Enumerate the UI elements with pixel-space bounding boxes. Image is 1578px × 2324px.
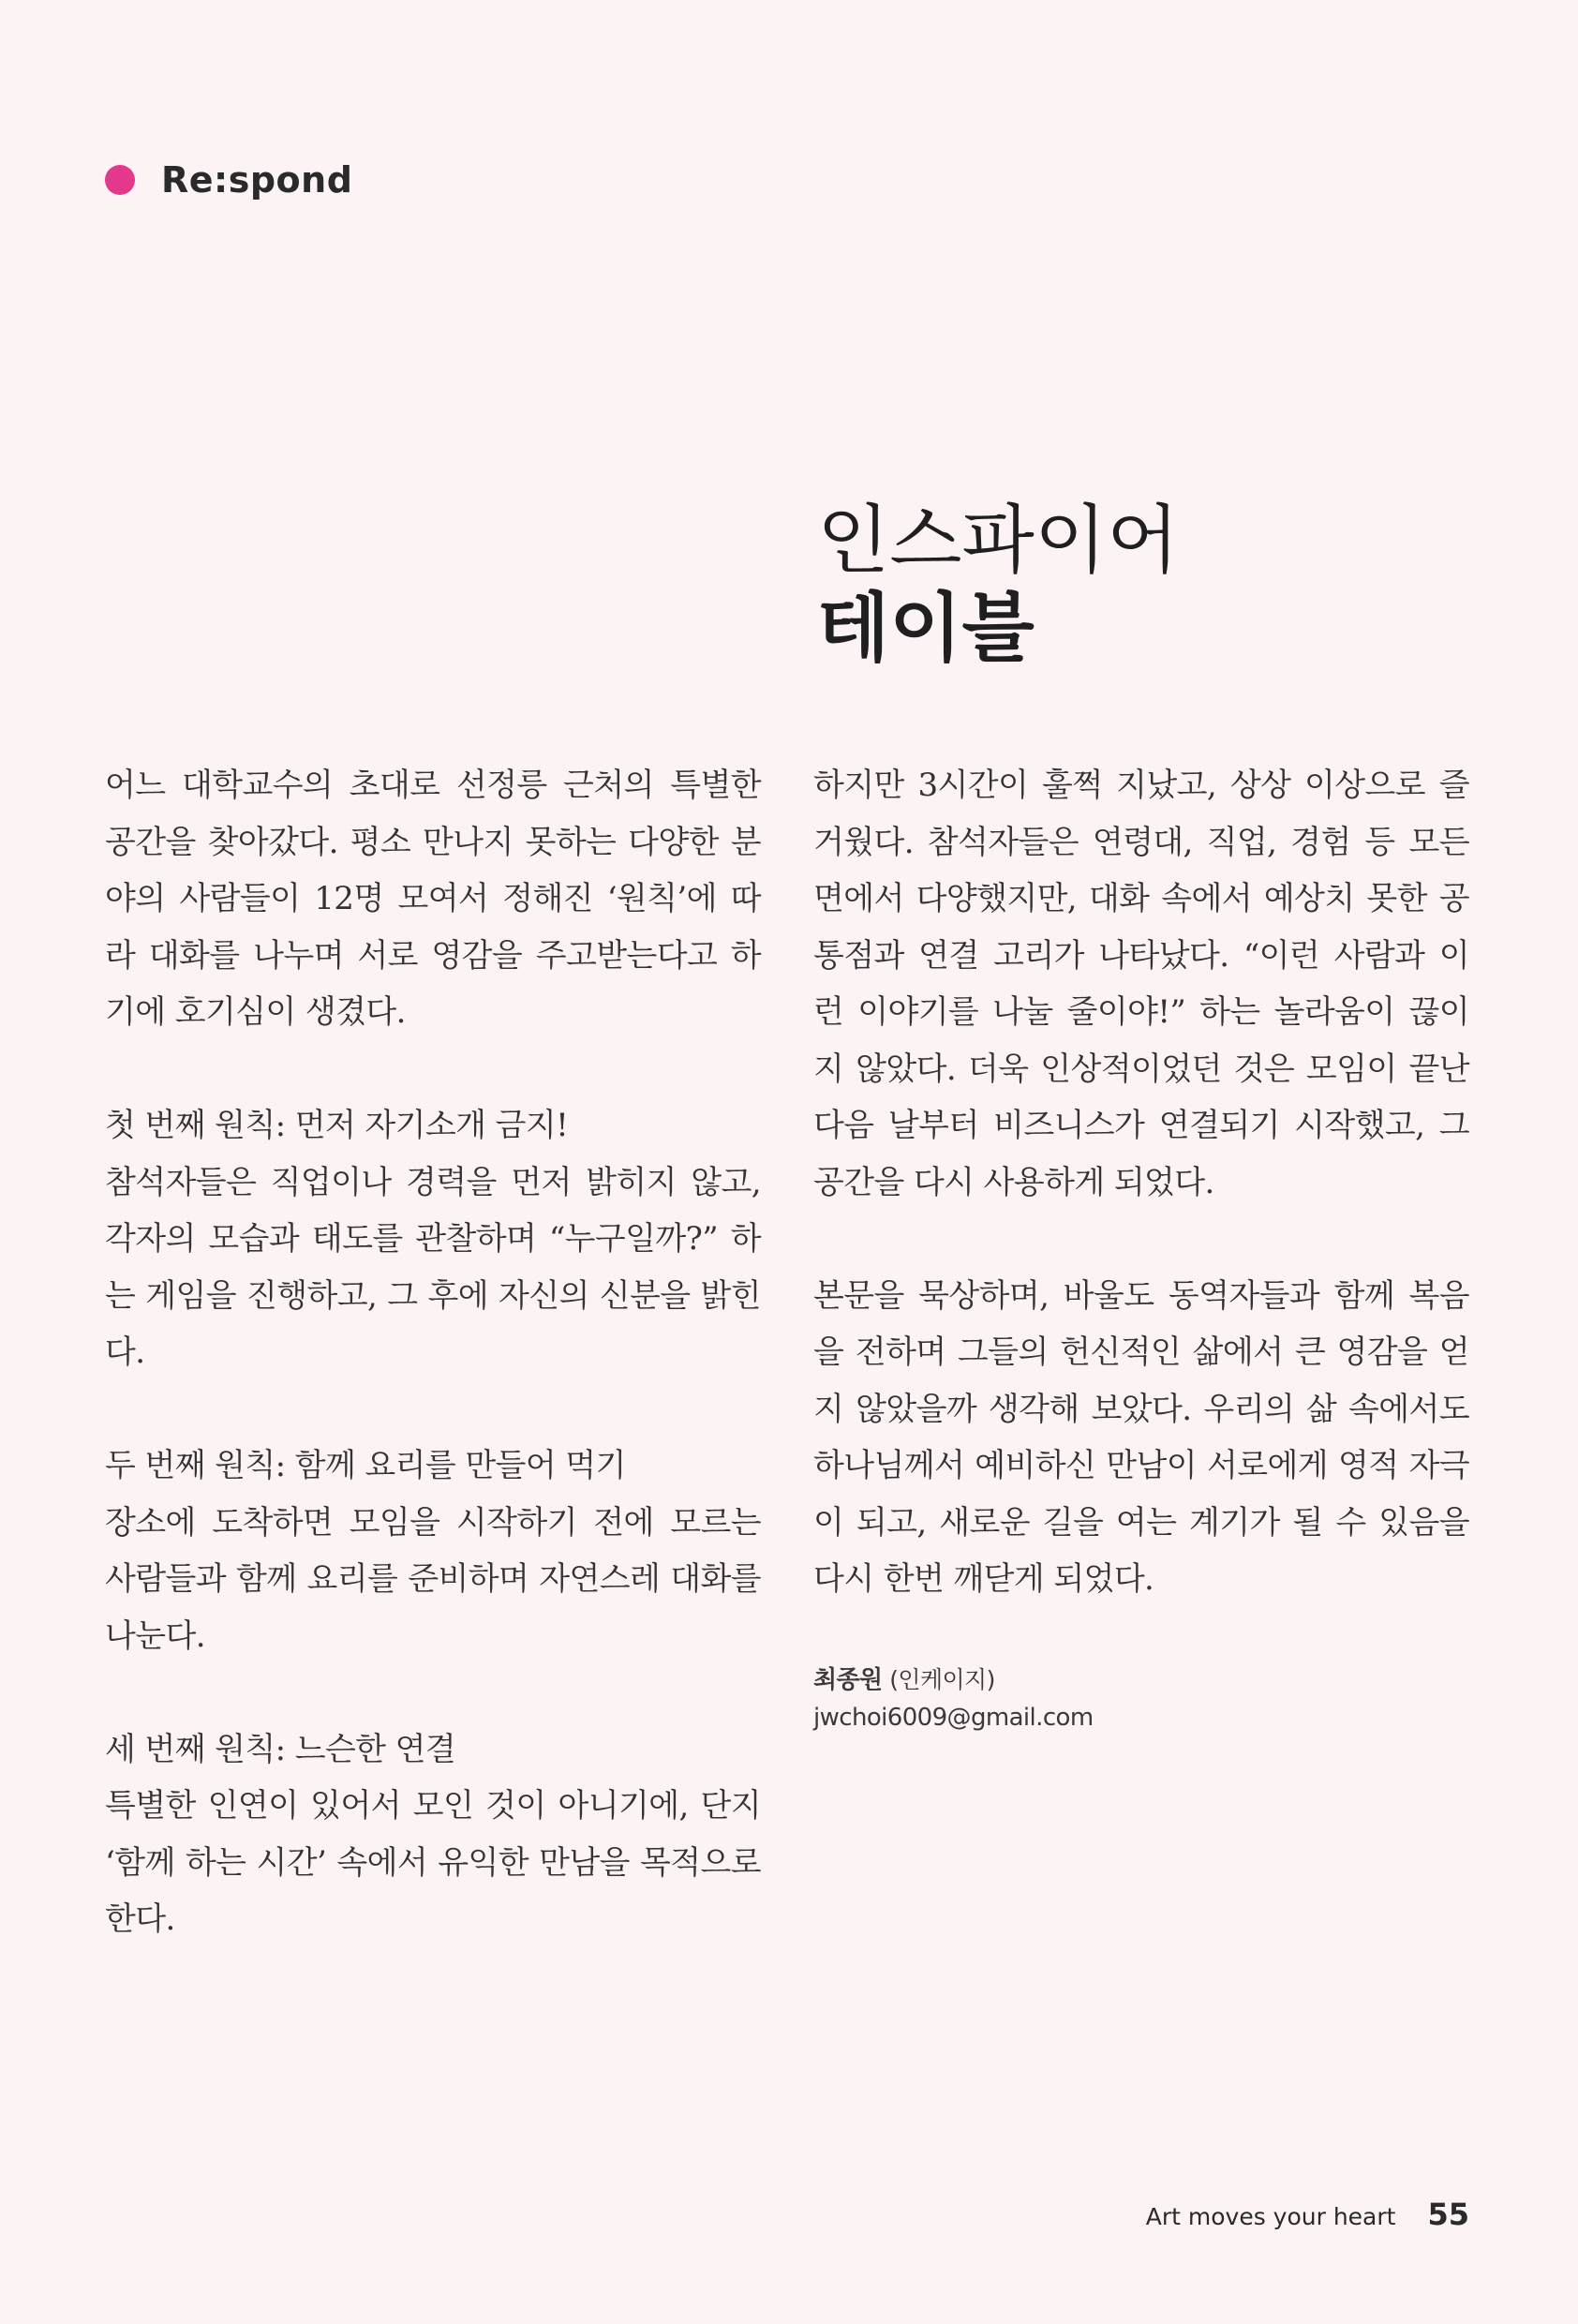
principle-heading: 두 번째 원칙: 함께 요리를 만들어 먹기	[105, 1447, 626, 1484]
principle-heading: 세 번째 원칙: 느슨한 연결	[105, 1730, 456, 1768]
paragraph: 본문을 묵상하며, 바울도 동역자들과 함께 복음을 전하며 그들의 헌신적인 삶에서 큰 영감을 얻지 않았을까 생각해 보았다. 우리의 삶 속에서도 하나님께서 예비하신 만남이 서로에게 영적 자극이 되고, 새로운 길을 여는 계기가 될 수 있음을 다시 한번 깨닫게 되었다.	[813, 1276, 1469, 1598]
pink-dot-icon	[105, 165, 135, 195]
principle-heading: 첫 번째 원칙: 먼저 자기소개 금지!	[105, 1107, 569, 1144]
paragraph-text: 참석자들은 직업이나 경력을 먼저 밝히지 않고, 각자의 모습과 태도를 관찰하며 “누구일까?” 하는 게임을 진행하고, 그 후에 자신의 신분을 밝힌다.	[105, 1163, 761, 1371]
author-byline	[813, 1659, 1469, 1736]
paragraph-text: 특별한 인연이 있어서 모인 것이 아니기에, 단지 ‘함께 하는 시간’ 속에서 유익한 만남을 목적으로 한다.	[105, 1787, 761, 1938]
paragraph: 하지만 3시간이 훌쩍 지났고, 상상 이상으로 즐거웠다. 참석자들은 연령대, 직업, 경험 등 모든 면에서 다양했지만, 대화 속에서 예상치 못한 공통점과 연결 고리가 나타났다. “이런 사람과 이런 이야기를 나눌 줄이야!” 하는 놀라움이 끊이지 않았다. 더욱 인상적이었던 것은 모임이 끝난 다음 날부터 비즈니스가 연결되기 시작했고, 그 공간을 다시 사용하게 되었다.	[813, 767, 1469, 1201]
right-column	[813, 757, 1469, 1736]
page-number: 55	[1427, 2197, 1469, 2232]
paragraph-text: 장소에 도착하면 모임을 시작하기 전에 모르는 사람들과 함께 요리를 준비하며 자연스레 대화를 나눈다.	[105, 1503, 761, 1655]
paragraph	[105, 757, 761, 1041]
paragraph	[105, 1438, 761, 1664]
author-email: jwchoi6009@gmail.com	[813, 1704, 1094, 1732]
section-header	[105, 159, 352, 201]
paragraph	[105, 1721, 761, 1948]
paragraph	[105, 1097, 761, 1381]
left-column	[105, 757, 761, 2004]
title-line-1: 인스파이어	[817, 497, 1180, 584]
article-title	[817, 497, 1179, 673]
author-name: 최종원	[813, 1666, 883, 1694]
section-label: Re:spond	[161, 159, 353, 201]
author-affiliation: (인케이지)	[889, 1666, 995, 1693]
title-line-2: 테이블	[817, 585, 1035, 672]
footer-tagline: Art moves your heart	[1145, 2203, 1396, 2230]
paragraph-text: 어느 대학교수의 초대로 선정릉 근처의 특별한 공간을 찾아갔다. 평소 만나지 못하는 다양한 분야의 사람들이 12명 모여서 정해진 ‘원칙’에 따라 대화를 나누며 서로 영감을 주고받는다고 하기에 호기심이 생겼다.	[105, 767, 761, 1031]
page-footer	[1146, 2197, 1469, 2232]
